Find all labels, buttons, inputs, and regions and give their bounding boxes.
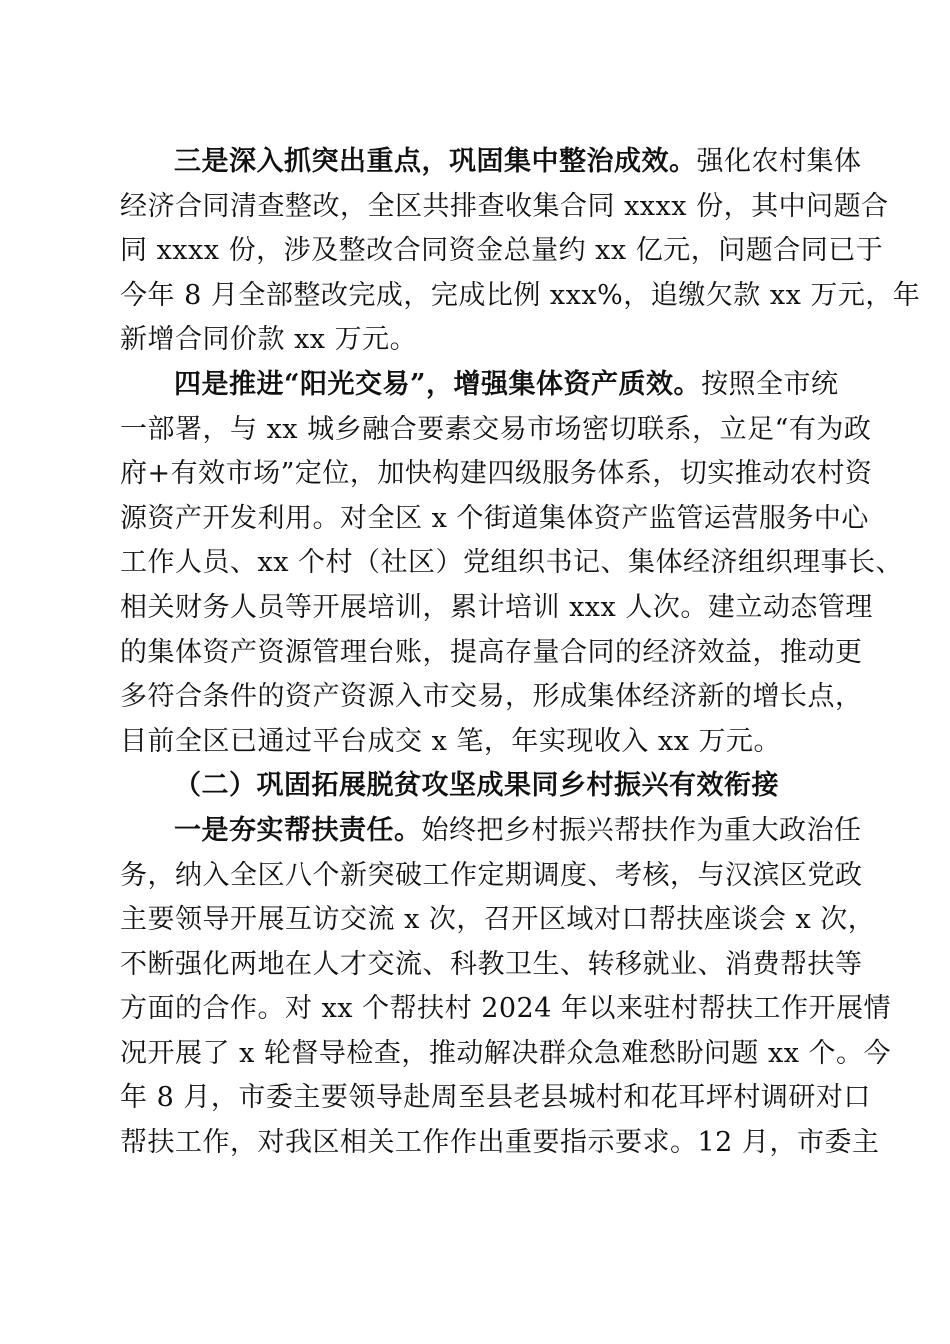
paragraph-line: 况开展了 x 轮督导检查，推动解决群众急难愁盼问题 xx 个。今 [120, 1037, 892, 1069]
paragraph-line: 不断强化两地在人才交流、科教卫生、转移就业、消费帮扶等 [120, 948, 863, 980]
paragraph-line: 相关财务人员等开展培训，累计培训 xxx 人次。建立动态管理 [120, 591, 873, 623]
paragraph-line: 源资产开发利用。对全区 x 个街道集体资产监管运营服务中心 [120, 502, 869, 534]
paragraph-lead-heading: 三是深入抓突出重点，巩固集中整治成效。 [174, 146, 697, 177]
paragraph-line: 年 8 月，市委主要领导赴周至县老县城村和花耳坪村调研对口 [120, 1082, 871, 1114]
paragraph-lead-heading: 四是推进“阳光交易”，增强集体资产质效。 [174, 368, 702, 400]
paragraph-line: 的集体资产资源管理台账，提高存量合同的经济效益，推动更 [120, 636, 863, 668]
document-body [120, 140, 921, 1166]
paragraph-assistance-responsibility [120, 809, 892, 1166]
paragraph-line [120, 140, 862, 185]
paragraph-line: 务，纳入全区八个新突破工作定期调度、考核，与汉滨区党政 [120, 859, 863, 891]
paragraph-lead-heading: 一是夯实帮扶责任。 [174, 814, 422, 846]
paragraph-line: 今年 8 月全部整改完成，完成比例 xxx%，追缴欠款 xx 万元，年 [120, 279, 921, 311]
section-heading: （二）巩固拓展脱贫攻坚成果同乡村振兴有效衔接 [174, 770, 779, 802]
paragraph-line: 同 xxxx 份，涉及整改合同资金总量约 xx 亿元，问题合同已于 [120, 235, 884, 267]
paragraph-line: 方面的合作。对 xx 个帮扶村 2024 年以来驻村帮扶工作开展情 [120, 993, 891, 1025]
paragraph-line: 经济合同清查整改，全区共排查收集合同 xxxx 份，其中问题合 [120, 190, 889, 222]
paragraph-line [120, 809, 862, 854]
paragraph-line: 目前全区已通过平台成交 x 笔，年实现收入 xx 万元。 [120, 725, 782, 757]
paragraph-line: 新增合同价款 xx 万元。 [120, 324, 418, 356]
paragraph-line [120, 363, 839, 408]
paragraph-line: 多符合条件的资产资源入市交易，形成集体经济新的增长点， [120, 681, 863, 713]
paragraph-line: 工作人员、xx 个村（社区）党组织书记、集体经济组织理事长、 [120, 547, 904, 579]
paragraph-line: 一部署，与 xx 城乡融合要素交易市场密切联系，立足“有为政 [120, 413, 872, 445]
paragraph-line: 帮扶工作，对我区相关工作作出重要指示要求。12 月，市委主 [120, 1127, 880, 1159]
paragraph-contract-rectification [120, 140, 921, 363]
paragraph-line: 府+有效市场”定位，加快构建四级服务体系，切实推动农村资 [120, 458, 873, 490]
paragraph-line: 主要领导开展互访交流 x 次，召开区域对口帮扶座谈会 x 次， [120, 904, 876, 936]
paragraph-text: 始终把乡村振兴帮扶作为重大政治任 [421, 814, 862, 846]
paragraph-text: 按照全市统 [701, 368, 839, 400]
paragraph-text: 强化农村集体 [696, 146, 862, 177]
paragraph-sunshine-trading [120, 363, 904, 764]
